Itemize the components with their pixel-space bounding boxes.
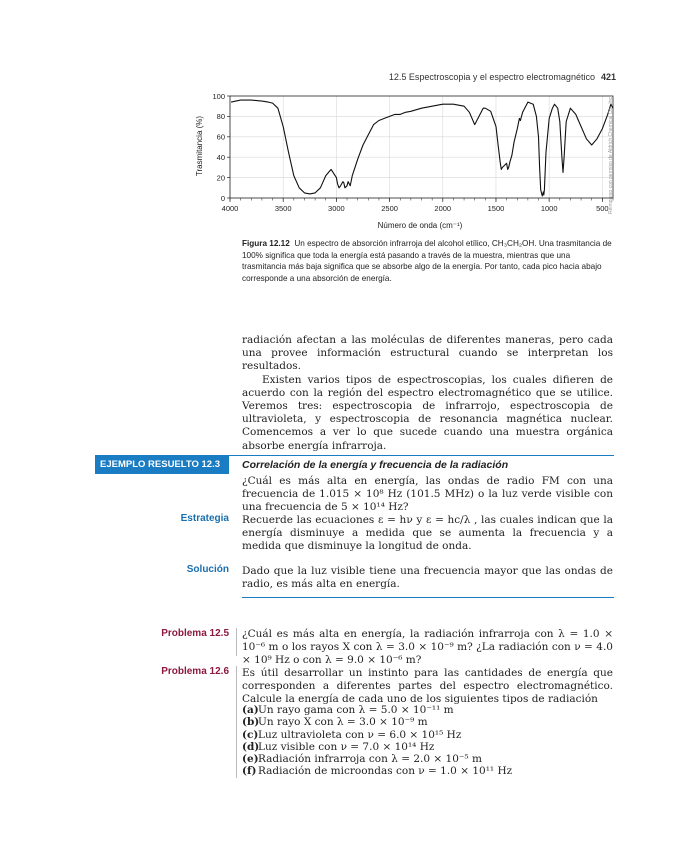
figure-caption — [242, 238, 614, 284]
problem-12-5-text: ¿Cuál es más alta en energía, la radiación infrarroja con λ = 1.0 × 10⁻⁶ m o los rayos X con λ = 3.0 × 10⁻⁹ m? ¿La radiación con ν = 4.0 × 10⁹ Hz o con λ = 9.0 × 10⁻⁶ m? — [242, 628, 613, 667]
page-number: 421 — [600, 72, 616, 82]
y-tick-label: 20 — [216, 173, 225, 183]
chart-ticks — [212, 92, 613, 213]
problem-12-6-bar — [236, 666, 237, 778]
problem-12-6-items — [242, 704, 613, 778]
x-tick-label: 2500 — [381, 204, 398, 213]
list-item: (f) Radiación de microondas con ν = 1.0 × 10¹¹ Hz — [242, 765, 513, 778]
example-bottom-rule — [242, 597, 614, 598]
spectrum-line — [231, 100, 613, 196]
example-title: Correlación de la energía y frecuencia de la radiación — [242, 459, 509, 471]
section-title: 12.5 Espectroscopia y el espectro electromagnético — [388, 72, 595, 82]
y-tick-label: 100 — [212, 91, 225, 101]
figure-label: Figura 12.12 — [242, 239, 290, 248]
problem-12-5-label: Problema 12.5 — [161, 628, 229, 639]
solution-label: Solución — [186, 564, 229, 575]
y-tick-label: 80 — [216, 112, 225, 122]
y-axis-label: Trasmitancia (%) — [195, 115, 204, 177]
example-label: EJEMPLO RESUELTO 12.3 — [95, 456, 229, 474]
body-paragraph-1: radiación afectan a las moléculas de diferentes maneras, pero cada una provee información estructural cuando se interpretan los resultados. — [242, 334, 613, 373]
x-tick-label: 3500 — [274, 204, 292, 213]
ir-spectrum-chart — [190, 88, 620, 236]
running-head — [360, 72, 616, 82]
body-paragraphs — [242, 334, 613, 453]
list-item: (d)Luz visible con ν = 7.0 × 10¹⁴ Hz — [242, 740, 435, 753]
body-paragraph-2: Existen varios tipos de espectroscopias, los cuales difieren de acuerdo con la región del espectro electromagnético que se utilice. Veremos tres: espectroscopia de infrarrojo, espectroscopia de ultravioleta, y espectroscopia de resonancia magnética nuclear. Comencemos a ver lo que sucede cuando una muestra orgánica absorbe energía infrarroja. — [242, 373, 613, 452]
image-credit: Reimpreso con permiso de Aldrich Chemical Co., Inc. — [608, 95, 614, 214]
solution-text: Dado que la luz visible tiene una frecuencia mayor que las ondas de radio, es más alta en energía. — [242, 565, 613, 591]
y-tick-label: 60 — [216, 132, 225, 142]
x-tick-label: 2000 — [434, 204, 452, 213]
problem-12-6-label: Problema 12.6 — [161, 666, 229, 677]
example-question: ¿Cuál es más alta en energía, las ondas de radio FM con una frecuencia de 1.015 × 10⁸ Hz (101.5 MHz) o la luz verde visible con una frecuencia de 5 × 10¹⁴ Hz? — [242, 475, 613, 514]
list-item: (e)Radiación infrarroja con λ = 2.0 × 10⁻⁵ m — [242, 753, 482, 766]
x-tick-label: 4000 — [221, 204, 239, 213]
x-tick-label: 3000 — [328, 204, 345, 213]
list-item: (a)Un rayo gama con λ = 5.0 × 10⁻¹¹ m — [242, 704, 454, 716]
x-tick-label: 1500 — [487, 204, 505, 213]
y-tick-label: 0 — [220, 193, 225, 203]
list-item: (c)Luz ultravioleta con ν = 6.0 × 10¹⁵ Hz — [242, 728, 462, 741]
y-tick-label: 40 — [216, 153, 225, 162]
x-tick-label: 500 — [596, 204, 609, 213]
problem-12-5-bar — [236, 628, 237, 656]
x-tick-label: 1000 — [540, 204, 558, 213]
x-axis-label: Número de onda (cm⁻¹) — [377, 221, 463, 230]
strategy-label: Estrategia — [180, 513, 229, 524]
problem-12-6-text: Es útil desarrollar un instinto para las cantidades de energía que corresponden a diferentes partes del espectro electromagnético. Calcule la energía de cada uno de los siguientes tipos de radiación — [242, 667, 613, 706]
strategy-text: Recuerde las ecuaciones ε = hν y ε = hc/λ , las cuales indican que la energía disminuye a medida que se aumenta la frecuencia y a medida que disminuye la longitud de onda. — [242, 514, 613, 553]
chart-series — [231, 100, 613, 196]
caption-text: Un espectro de absorción infrarroja del alcohol etílico, CH₃CH₂OH. Una trasmitancia de 100% significa que toda la energía está pasando a través de la muestra, mientras que una trasmitancia más baja significa que se absorbe algo de la energía. Por tanto, cada pico hacia abajo corresponde a una absorción de energía. — [242, 239, 612, 283]
list-item: (b)Un rayo X con λ = 3.0 × 10⁻⁹ m — [242, 716, 428, 729]
